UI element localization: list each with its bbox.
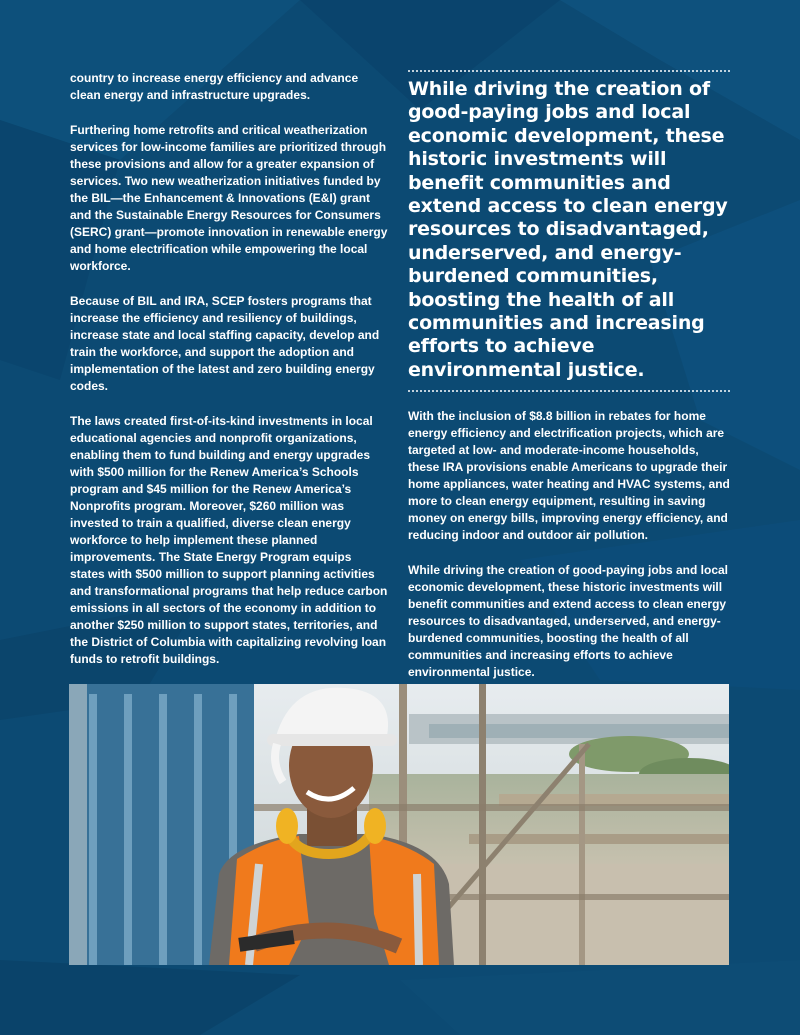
right-column [408,70,730,699]
right-paragraph-1: With the inclusion of $8.8 billion in rebates for home energy efficiency and electrification projects, which are targeted at low- and moderate-income households, these IRA provisions enable Americans to upgrade their home appliances, water heating and HVAC systems, and more to clean energy equipment, resulting in saving money on energy bills, improving energy efficiency, and reducing indoor and outdoor air pollution. [408,409,730,543]
left-column [70,70,388,686]
pull-quote: While driving the creation of good-paying jobs and local economic development, these historic investments will benefit communities and extend access to clean energy resources to disadvantaged, underserved, and energy-burdened communities, boosting the health of all communities and increasing efforts to achieve environmental justice. [408,70,730,392]
left-paragraph-4: The laws created first-of-its-kind investments in local educational agencies and nonprofit organizations, enabling them to fund building and energy upgrades with $500 million for the Renew America’s Schools program and $45 million for the Renew America’s Nonprofits program. Moreover, $260 million was invested to train a qualified, diverse clean energy workforce to help implement these planned improvements. The State Energy Program equips states with $500 million to support planning activities and transformational programs that help reduce carbon emissions in all sectors of the economy in addition to another $250 million to support states, territories, and the District of Columbia with capitalizing revolving loan funds to retrofit buildings. [70,414,388,666]
left-paragraph-1: country to increase energy efficiency and advance clean energy and infrastructure upgrades. [70,71,359,102]
right-body [408,408,730,681]
left-paragraph-3: Because of BIL and IRA, SCEP fosters programs that increase the efficiency and resiliency of buildings, increase state and local staffing capacity, develop and train the workforce, and support the adoption and implementation of the latest and zero building energy codes. [70,294,380,393]
left-paragraph-2: Furthering home retrofits and critical weatherization services for low-income families are prioritized through these provisions and allow for a greater expansion of services. Two new weatherization initiatives funded by the BIL—the Enhancement & Innovations (E&I) grant and the Sustainable Energy Resources for Consumers (SERC) grant—promote innovation in renewable energy and home electrification while empowering the local workforce. [70,123,388,273]
worker-illustration [69,684,729,965]
worker-photo [69,684,729,965]
right-paragraph-2: While driving the creation of good-paying jobs and local economic development, these historic investments will benefit communities and extend access to clean energy resources to disadvantaged, underserved, and energy-burdened communities, boosting the health of all communities and increasing efforts to achieve environmental justice. [408,563,729,680]
